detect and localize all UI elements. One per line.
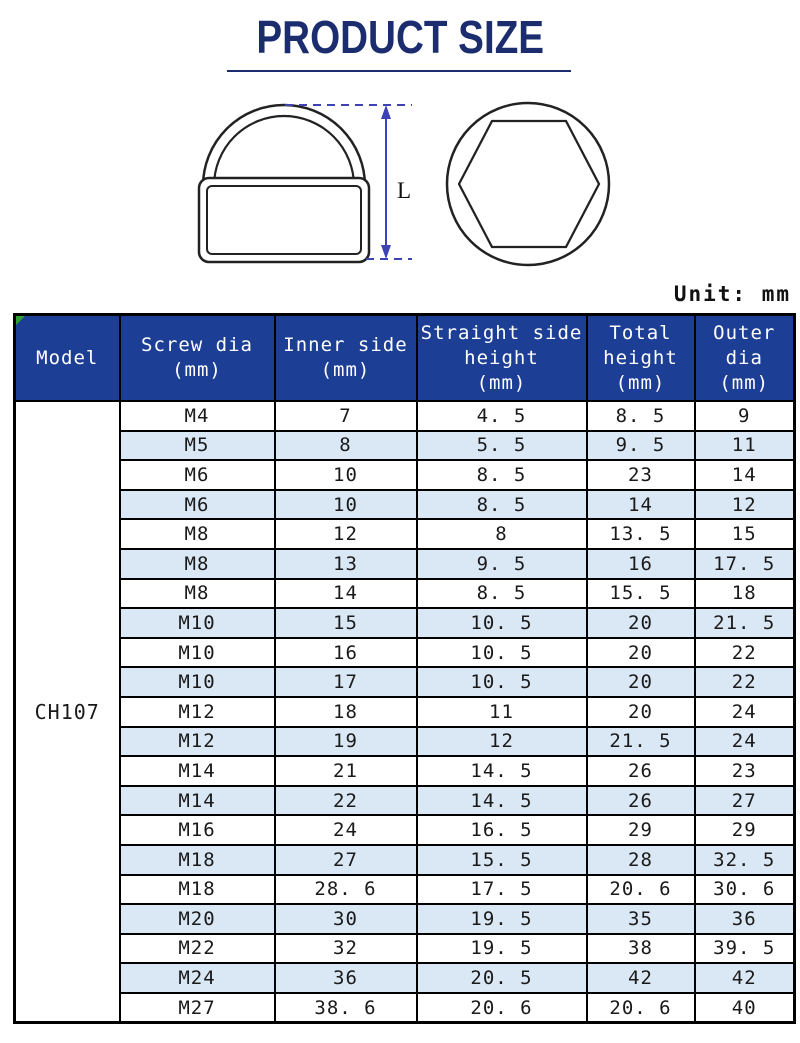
- table-cell: 35: [587, 904, 695, 934]
- product-diagram: [0, 90, 800, 285]
- table-cell: 24: [695, 697, 795, 727]
- size-table: [13, 313, 796, 1024]
- header-cell: Inner side (mm): [275, 315, 417, 402]
- table-cell: 8: [275, 431, 417, 461]
- table-cell: M6: [120, 490, 275, 520]
- table-cell: 29: [587, 815, 695, 845]
- cap-top-view: [447, 103, 609, 265]
- table-cell: 8. 5: [587, 401, 695, 431]
- table-cell: 26: [587, 786, 695, 816]
- table-cell: M16: [120, 815, 275, 845]
- table-cell: 42: [587, 963, 695, 993]
- dimension-arrowhead-up: [381, 105, 391, 119]
- table-cell: M6: [120, 460, 275, 490]
- table-cell: 19. 5: [417, 904, 587, 934]
- table-cell: M14: [120, 756, 275, 786]
- table-cell: 18: [695, 579, 795, 609]
- table-cell: 20: [587, 667, 695, 697]
- table-cell: 20. 6: [587, 993, 695, 1023]
- size-table-header-row: [15, 315, 795, 402]
- table-cell: 21: [275, 756, 417, 786]
- table-cell: M8: [120, 549, 275, 579]
- table-cell: 32. 5: [695, 845, 795, 875]
- table-row: [15, 845, 795, 875]
- table-row: [15, 667, 795, 697]
- table-cell: 20. 6: [417, 993, 587, 1023]
- table-cell: 39. 5: [695, 934, 795, 964]
- table-row: [15, 608, 795, 638]
- table-cell: 21. 5: [587, 727, 695, 757]
- table-row: [15, 875, 795, 905]
- table-cell: 38: [587, 934, 695, 964]
- table-cell: 8: [417, 519, 587, 549]
- table-cell: 15. 5: [587, 579, 695, 609]
- table-cell: 11: [695, 431, 795, 461]
- table-cell: 17: [275, 667, 417, 697]
- table-cell: 32: [275, 934, 417, 964]
- table-cell: 42: [695, 963, 795, 993]
- table-cell: 20: [587, 697, 695, 727]
- table-cell: 29: [695, 815, 795, 845]
- table-cell: M14: [120, 786, 275, 816]
- table-cell: 16. 5: [417, 815, 587, 845]
- table-row: [15, 431, 795, 461]
- table-row: [15, 815, 795, 845]
- page-title-wrap: [0, 10, 800, 64]
- table-row: [15, 519, 795, 549]
- table-row: [15, 401, 795, 431]
- table-cell: 40: [695, 993, 795, 1023]
- table-cell: 10: [275, 460, 417, 490]
- table-cell: 7: [275, 401, 417, 431]
- table-cell: M12: [120, 697, 275, 727]
- table-cell: 11: [417, 697, 587, 727]
- size-table-head: [15, 315, 795, 402]
- table-cell: 12: [417, 727, 587, 757]
- table-cell: M20: [120, 904, 275, 934]
- size-table-body: [15, 401, 795, 1023]
- table-cell: 20: [587, 608, 695, 638]
- table-cell: M5: [120, 431, 275, 461]
- header-cell: Model: [15, 315, 120, 402]
- table-row: [15, 460, 795, 490]
- cap-side-view: [199, 105, 369, 262]
- table-cell: M27: [120, 993, 275, 1023]
- table-cell: 28: [587, 845, 695, 875]
- table-cell: M8: [120, 519, 275, 549]
- table-cell: 24: [695, 727, 795, 757]
- table-cell: 14: [275, 579, 417, 609]
- table-row: [15, 727, 795, 757]
- table-cell: 13: [275, 549, 417, 579]
- table-cell: 4. 5: [417, 401, 587, 431]
- table-cell: 16: [275, 638, 417, 668]
- table-cell: M18: [120, 845, 275, 875]
- table-cell: 12: [695, 490, 795, 520]
- table-row: [15, 638, 795, 668]
- table-cell: 14. 5: [417, 786, 587, 816]
- table-cell: M4: [120, 401, 275, 431]
- table-cell: 36: [695, 904, 795, 934]
- table-cell: 12: [275, 519, 417, 549]
- table-cell: 14: [587, 490, 695, 520]
- table-cell: 30. 6: [695, 875, 795, 905]
- table-cell: 8. 5: [417, 460, 587, 490]
- table-cell: 21. 5: [695, 608, 795, 638]
- table-cell: 28. 6: [275, 875, 417, 905]
- table-cell: 23: [587, 460, 695, 490]
- table-cell: 14. 5: [417, 756, 587, 786]
- table-cell: M24: [120, 963, 275, 993]
- table-cell: 10. 5: [417, 638, 587, 668]
- header-cell: Straight side height (mm): [417, 315, 587, 402]
- table-row: [15, 786, 795, 816]
- header-cell: Screw dia (mm): [120, 315, 275, 402]
- table-cell: 18: [275, 697, 417, 727]
- model-cell: CH107: [15, 401, 120, 1023]
- table-cell: 9. 5: [587, 431, 695, 461]
- table-cell: 19. 5: [417, 934, 587, 964]
- dimension-arrowhead-down: [381, 245, 391, 259]
- table-cell: 38. 6: [275, 993, 417, 1023]
- table-cell: 15. 5: [417, 845, 587, 875]
- table-cell: 36: [275, 963, 417, 993]
- cell-corner-marker: [16, 316, 25, 325]
- table-cell: M18: [120, 875, 275, 905]
- table-row: [15, 579, 795, 609]
- table-cell: 17. 5: [417, 875, 587, 905]
- table-cell: 8. 5: [417, 490, 587, 520]
- outer-circle: [447, 103, 609, 265]
- table-cell: 9: [695, 401, 795, 431]
- table-cell: M10: [120, 638, 275, 668]
- table-cell: M8: [120, 579, 275, 609]
- table-cell: 20. 6: [587, 875, 695, 905]
- table-cell: 27: [275, 845, 417, 875]
- table-cell: 9. 5: [417, 549, 587, 579]
- hexagon-socket: [459, 121, 599, 247]
- dome-inner-arc: [214, 116, 354, 186]
- table-row: [15, 934, 795, 964]
- table-cell: M12: [120, 727, 275, 757]
- table-cell: 13. 5: [587, 519, 695, 549]
- table-cell: 15: [275, 608, 417, 638]
- size-table-wrap: [13, 313, 793, 1024]
- table-cell: 20. 5: [417, 963, 587, 993]
- title-underline: [227, 70, 571, 72]
- table-row: [15, 904, 795, 934]
- table-cell: 22: [275, 786, 417, 816]
- table-cell: 8. 5: [417, 579, 587, 609]
- header-cell: Outer dia (mm): [695, 315, 795, 402]
- table-row: [15, 490, 795, 520]
- table-cell: M10: [120, 608, 275, 638]
- table-cell: 19: [275, 727, 417, 757]
- table-cell: 16: [587, 549, 695, 579]
- table-cell: 23: [695, 756, 795, 786]
- header-cell: Total height (mm): [587, 315, 695, 402]
- table-row: [15, 963, 795, 993]
- table-cell: 22: [695, 667, 795, 697]
- unit-label: Unit: mm: [673, 282, 791, 306]
- table-cell: 10. 5: [417, 608, 587, 638]
- table-row: [15, 993, 795, 1023]
- table-cell: 30: [275, 904, 417, 934]
- table-cell: 14: [695, 460, 795, 490]
- table-row: [15, 549, 795, 579]
- table-row: [15, 697, 795, 727]
- table-cell: 15: [695, 519, 795, 549]
- table-cell: M10: [120, 667, 275, 697]
- table-cell: 22: [695, 638, 795, 668]
- table-cell: 17. 5: [695, 549, 795, 579]
- table-cell: 10. 5: [417, 667, 587, 697]
- dimension-label: L: [397, 178, 412, 203]
- table-cell: 26: [587, 756, 695, 786]
- table-cell: 24: [275, 815, 417, 845]
- table-cell: 20: [587, 638, 695, 668]
- base-outer-outline: [199, 178, 369, 262]
- table-row: [15, 756, 795, 786]
- table-cell: M22: [120, 934, 275, 964]
- page-title: PRODUCT SIZE: [256, 11, 544, 63]
- table-cell: 5. 5: [417, 431, 587, 461]
- table-cell: 10: [275, 490, 417, 520]
- table-cell: 27: [695, 786, 795, 816]
